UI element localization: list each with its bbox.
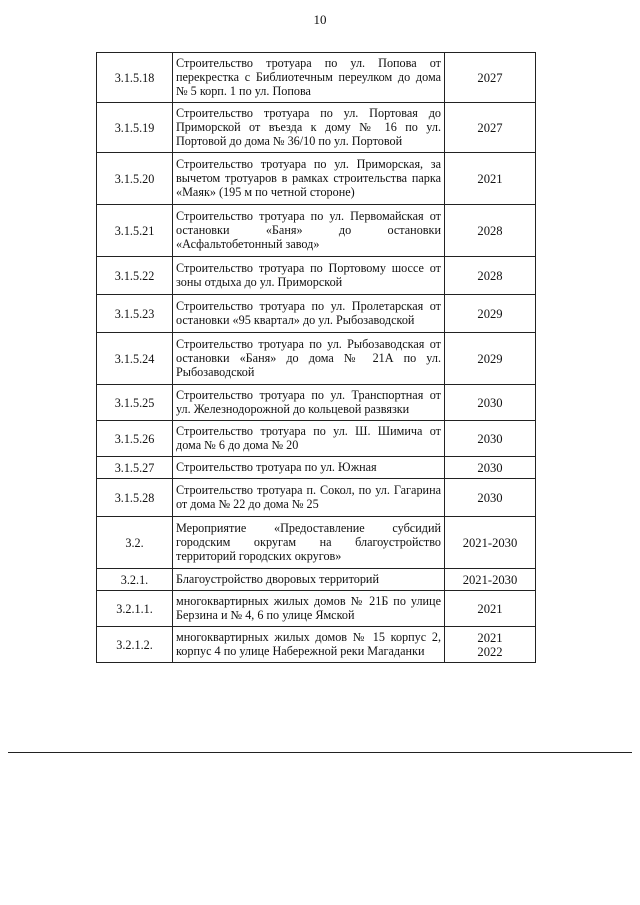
row-number: 3.1.5.23	[97, 295, 173, 333]
year-value: 2030	[477, 460, 503, 475]
row-year	[445, 479, 536, 517]
year-value: 2028	[477, 268, 503, 283]
year-value: 2030	[477, 490, 503, 505]
row-number: 3.1.5.20	[97, 153, 173, 205]
row-year	[445, 457, 536, 479]
plan-table	[96, 52, 536, 663]
table-row	[97, 569, 536, 591]
plan-table-body	[97, 53, 536, 663]
year-value: 2022	[477, 644, 503, 659]
year-value: 2029	[477, 351, 503, 366]
bottom-divider	[8, 752, 632, 753]
row-number: 3.1.5.27	[97, 457, 173, 479]
table-row	[97, 457, 536, 479]
row-number: 3.1.5.26	[97, 421, 173, 457]
year-value: 2029	[477, 306, 503, 321]
row-number: 3.1.5.25	[97, 385, 173, 421]
row-description: Строительство тротуара по ул. Портовая до Приморской от въезда к дому № 16 по ул. Портовой до дома № 36/10 по ул. Портовой	[173, 103, 445, 153]
row-year	[445, 103, 536, 153]
year-value: 2027	[477, 120, 503, 135]
row-description: Строительство тротуара по ул. Транспортная от ул. Железнодорожной до кольцевой развязки	[173, 385, 445, 421]
row-year	[445, 257, 536, 295]
row-description: Строительство тротуара по ул. Рыбозаводская от остановки «Баня» до дома № 21А по ул. Рыбозаводской	[173, 333, 445, 385]
row-description: Строительство тротуара по Портовому шоссе от зоны отдыха до ул. Приморской	[173, 257, 445, 295]
year-value: 2028	[477, 223, 503, 238]
row-year	[445, 421, 536, 457]
table-row	[97, 591, 536, 627]
table-row	[97, 421, 536, 457]
row-description: многоквартирных жилых домов № 21Б по улице Берзина и № 4, 6 по улице Ямской	[173, 591, 445, 627]
row-year	[445, 569, 536, 591]
row-description: многоквартирных жилых домов № 15 корпус 2, корпус 4 по улице Набережной реки Магаданки	[173, 627, 445, 663]
row-description: Строительство тротуара п. Сокол, по ул. Гагарина от дома № 22 до дома № 25	[173, 479, 445, 517]
row-description: Строительство тротуара по ул. Попова от перекрестка с Библиотечным переулком до дома № 5 корп. 1 по ул. Попова	[173, 53, 445, 103]
table-row	[97, 333, 536, 385]
year-value: 2030	[477, 395, 503, 410]
row-year	[445, 385, 536, 421]
row-number: 3.1.5.22	[97, 257, 173, 295]
year-value: 2021-2030	[462, 572, 518, 587]
year-value: 2021	[477, 171, 503, 186]
row-number: 3.1.5.24	[97, 333, 173, 385]
row-number: 3.1.5.18	[97, 53, 173, 103]
row-description: Строительство тротуара по ул. Приморская, за вычетом тротуаров в рамках строительства парка «Маяк» (195 м по четной стороне)	[173, 153, 445, 205]
row-year	[445, 295, 536, 333]
row-description: Благоустройство дворовых территорий	[173, 569, 445, 591]
row-number: 3.2.1.2.	[97, 627, 173, 663]
row-number: 3.2.1.1.	[97, 591, 173, 627]
year-value: 2021	[477, 601, 503, 616]
row-year	[445, 205, 536, 257]
table-row	[97, 103, 536, 153]
page-number: 10	[313, 12, 327, 27]
row-description: Строительство тротуара по ул. Ш. Шимича от дома № 6 до дома № 20	[173, 421, 445, 457]
row-year	[445, 53, 536, 103]
year-value: 2027	[477, 70, 503, 85]
year-value: 2030	[477, 431, 503, 446]
year-value: 2021-2030	[462, 535, 518, 550]
row-description: Строительство тротуара по ул. Южная	[173, 457, 445, 479]
row-number: 3.2.	[97, 517, 173, 569]
table-row	[97, 479, 536, 517]
table-row	[97, 257, 536, 295]
row-description: Строительство тротуара по ул. Первомайская от остановки «Баня» до остановки «Асфальтобетонный завод»	[173, 205, 445, 257]
table-row	[97, 627, 536, 663]
table-row	[97, 517, 536, 569]
table-row	[97, 295, 536, 333]
row-year	[445, 517, 536, 569]
row-year	[445, 153, 536, 205]
row-number: 3.1.5.19	[97, 103, 173, 153]
row-year	[445, 333, 536, 385]
row-description: Строительство тротуара по ул. Пролетарская от остановки «95 квартал» до ул. Рыбозаводской	[173, 295, 445, 333]
row-number: 3.2.1.	[97, 569, 173, 591]
table-row	[97, 153, 536, 205]
row-number: 3.1.5.28	[97, 479, 173, 517]
table-row	[97, 205, 536, 257]
row-number: 3.1.5.21	[97, 205, 173, 257]
row-description: Мероприятие «Предоставление субсидий городским округам на благоустройство территорий городских округов»	[173, 517, 445, 569]
year-value: 2021	[477, 630, 503, 645]
table-row	[97, 53, 536, 103]
table-row	[97, 385, 536, 421]
row-year	[445, 591, 536, 627]
row-year	[445, 627, 536, 663]
